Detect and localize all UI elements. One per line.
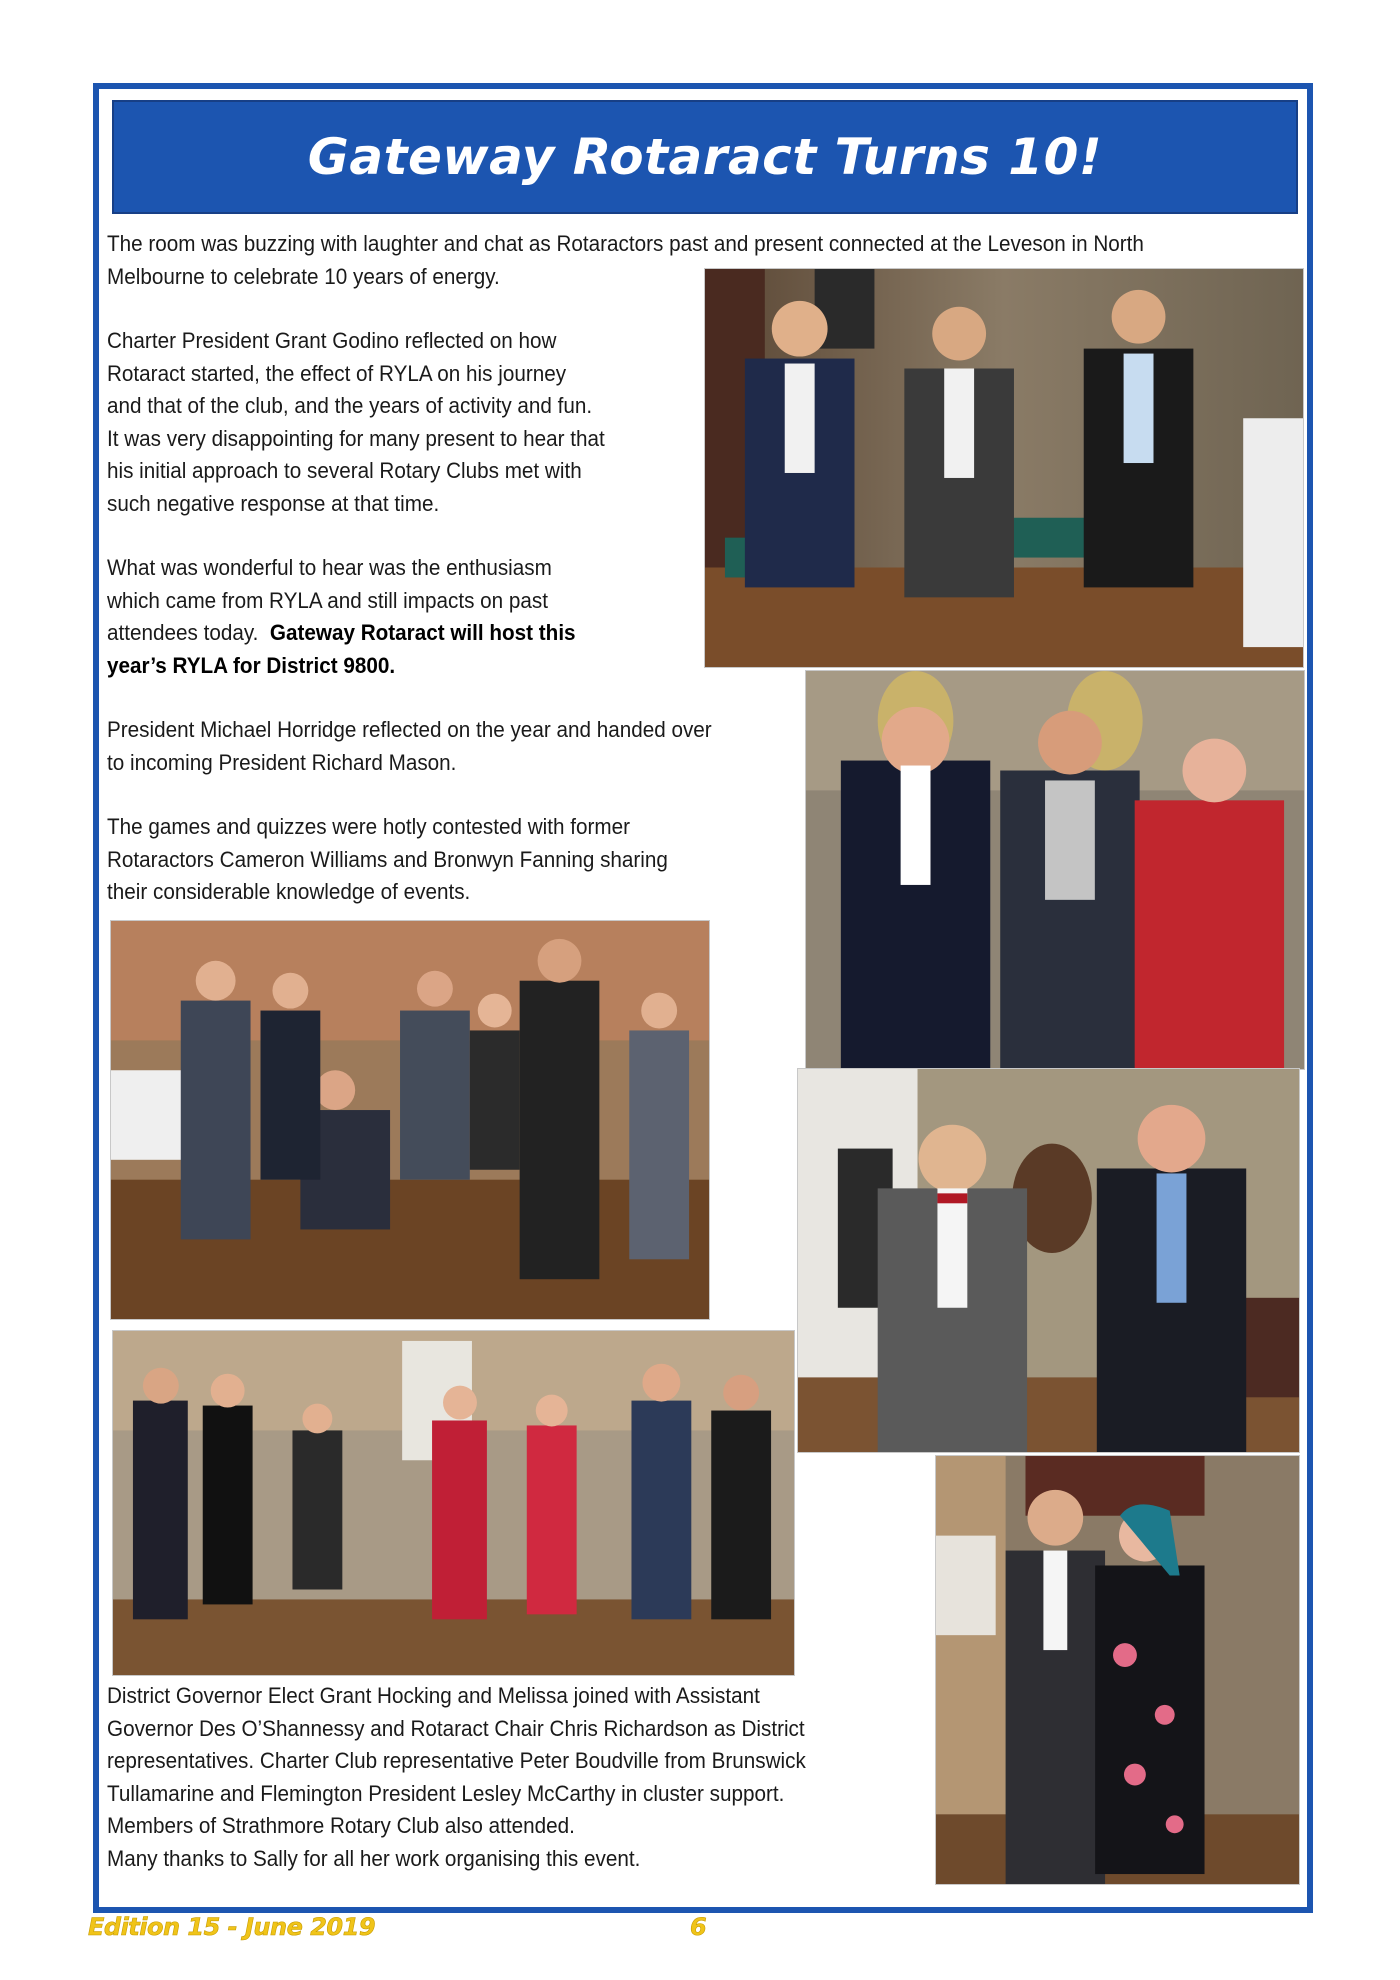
district-paragraph	[107, 1680, 806, 1875]
text-line: to incoming President Richard Mason.	[107, 749, 457, 775]
text-line: What was wonderful to hear was the enthusiasm	[107, 555, 552, 580]
text-line: Charter President Grant Godino reflected on how	[107, 328, 557, 353]
bold-text-line: Gateway Rotaract will host this	[269, 620, 576, 645]
page-number: 6	[690, 1913, 707, 1941]
ryla-paragraph	[107, 552, 576, 682]
text-line: and that of the club, and the years of activity and fun.	[107, 393, 593, 418]
photo-couple	[935, 1455, 1300, 1885]
text-line: Many thanks to Sally for all her work organising this event.	[107, 1845, 641, 1871]
page-title: Gateway Rotaract Turns 10!	[307, 128, 1103, 186]
text-line: Governor Des O’Shannessy and Rotaract Chair Chris Richardson as District	[107, 1715, 805, 1741]
text-line: Rotaractors Cameron Williams and Bronwyn Fanning sharing	[107, 846, 668, 872]
title-banner	[112, 100, 1298, 214]
photo-three-speakers	[704, 268, 1304, 668]
photo-game-crowd	[110, 920, 710, 1320]
text-line: It was very disappointing for many present to hear that	[107, 425, 605, 451]
text-line: Members of Strathmore Rotary Club also attended.	[107, 1813, 575, 1838]
text-line: Tullamarine and Flemington President Lesley McCarthy in cluster support.	[107, 1780, 785, 1806]
text-line: The games and quizzes were hotly contested with former	[107, 814, 631, 839]
text-line: attendees today.	[107, 620, 259, 645]
president-paragraph	[107, 714, 712, 779]
text-line: which came from RYLA and still impacts on past	[107, 587, 548, 613]
text-line: District Governor Elect Grant Hocking and Melissa joined with Assistant	[107, 1683, 760, 1708]
charter-president-paragraph	[107, 325, 605, 520]
games-paragraph	[107, 811, 668, 909]
bold-text-line: year’s RYLA for District 9800.	[107, 652, 396, 678]
text-line: his initial approach to several Rotary Clubs met with	[107, 458, 582, 483]
text-line: their considerable knowledge of events.	[107, 879, 471, 904]
text-line: Melbourne to celebrate 10 years of energy.	[107, 263, 500, 289]
text-line: Rotaract started, the effect of RYLA on his journey	[107, 360, 567, 386]
photo-two-men	[797, 1068, 1300, 1453]
text-line: representatives. Charter Club representative Peter Boudville from Brunswick	[107, 1748, 806, 1773]
text-line: such negative response at that time.	[107, 490, 440, 516]
photo-guests-hall	[112, 1330, 795, 1676]
photo-three-guests	[805, 670, 1305, 1070]
text-line: President Michael Horridge reflected on the year and handed over	[107, 717, 712, 742]
footer-edition: Edition 15 - June 2019	[88, 1913, 376, 1941]
text-line: The room was buzzing with laughter and chat as Rotaractors past and present connected at the Leveson in North	[107, 231, 1144, 256]
